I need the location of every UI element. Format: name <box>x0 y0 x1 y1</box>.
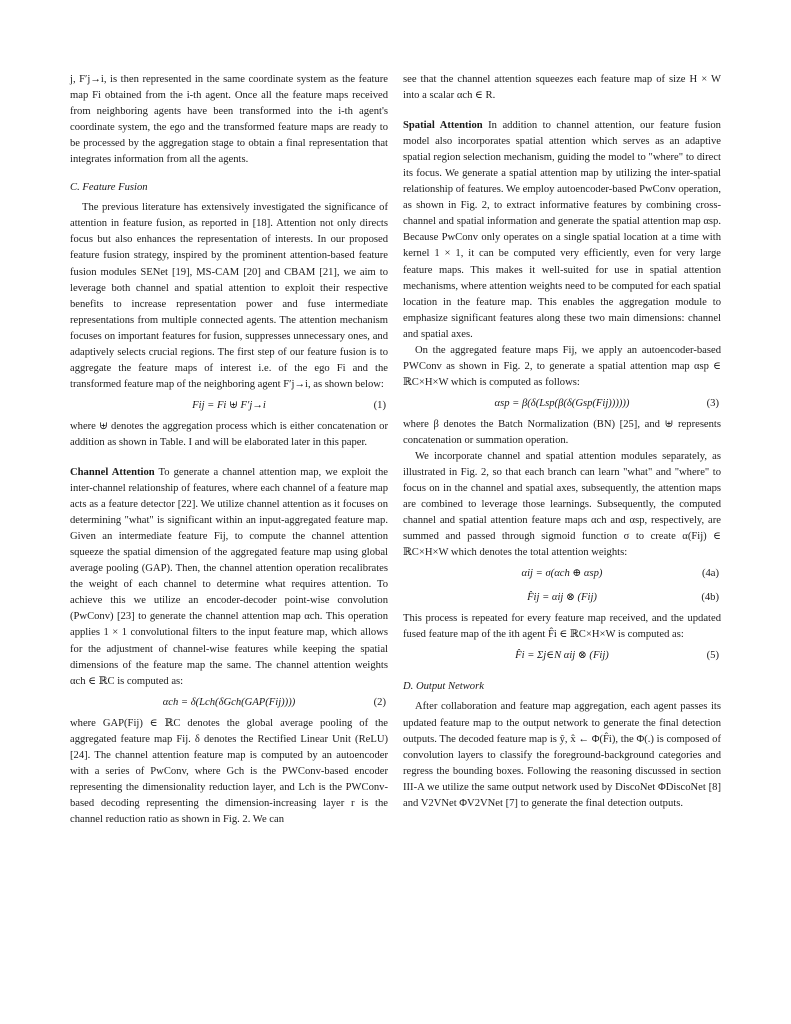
after-equation-2: where GAP(Fij) ∈ ℝC denotes the global average pooling of the aggregated feature map Fij. δ denotes the Rectified Linear Unit (ReLU) [24]. The channel attention feature map is computed by an autoencoder with a series of PwConv, where Gch is the PWConv-based encoder representing the dimensionality reduction layer, and Lch is the PWConv-based decoding representing the dimension-increasing layer r is the channel reduction ratio as shown in Fig. 2. We can <box>70 717 388 825</box>
spatial-attention-heading: Spatial Attention <box>403 120 483 132</box>
left-column <box>70 72 388 828</box>
continuation-paragraph: see that the channel attention squeezes each feature map of size H × W into a scalar αch ∈ R. <box>403 74 721 102</box>
equation-5-body: F̂i = Σj∈N αij ⊗ (Fij) <box>515 650 609 662</box>
equation-2 <box>70 692 388 714</box>
output-paragraph: After collaboration and feature map aggregation, each agent passes its updated feature map to the output network to generate the final detection outputs. The decoded feature map is ŷ, x̂ ← Φ(F̂i), the Φ(.) is composed of convolution layers to classify the foreground-background categories and regress the bounding boxes. Following the reasoning discussed in section III-A we utilize the same output network used by DiscoNet ΦDiscoNet [8] and V2VNet ΦV2VNet [7] to generate the final detection outputs. <box>403 701 721 809</box>
channel-attention-heading: Channel Attention <box>70 466 155 478</box>
spatial-attention-paragraph <box>403 118 721 343</box>
intro-paragraph: j, F′j→i, is then represented in the same coordinate system as the feature map Fi obtained from the i-th agent. Once all the feature maps received from neighboring agents have been transformed into the i-th agent's coordinate system, the ego and the transformed feature maps are ready to be processed by the aggregation stage to obtain a final representation that integrates information from all the agents. <box>70 74 388 166</box>
repeat-paragraph: This process is repeated for every feature map received, and the updated fused feature map of the ith agent F̂i ∈ ℝC×H×W is computed as: <box>403 613 721 641</box>
equation-4a-body: αij = σ(αch ⊕ αsp) <box>521 568 603 580</box>
equation-2-number: (2) <box>373 696 386 708</box>
section-c-title: C. Feature Fusion <box>70 182 148 194</box>
equation-4b <box>403 587 721 609</box>
incorporate-paragraph: We incorporate channel and spatial attention modules separately, as illustrated in Fig. 2, so that each branch can learn "what" and "where" to focus on in the channel and spatial axes, subsequently, the attention maps are combined to leverage those learnings. Subsequently, the computed channel and spatial attention feature maps αch and αsp, respectively, are summed and passed through sigmoid function σ to create α(Fij) ∈ ℝC×H×W which denotes the total attention weights: <box>403 450 721 559</box>
equation-3-body: αsp = β(δ(Lsp(β(δ(Gsp(Fij)))))) <box>494 397 630 409</box>
channel-attention-text: To generate a channel attention map, we exploit the inter-channel relationship of features, where each channel of a feature map acts as a feature detector [22]. We utilize channel attention as it focuses on determining "what" is significant within an input-aggregated feature map. Given an intermediate feature Fij, to compute the channel attention squeeze the spatial dimension of the aggregated feature map using global average pooling (GAP). Then, the channel attention operation recalibrates the weight of each channel to determine what requires attention. To achieve this we utilize an encoder-decoder point-wise convolution (PwConv) [23] to generate the channel attention map αch. This operation applies 1 × 1 convolutional filters to the input feature map, which allows for the adjustment of channel-wise features while keeping the spatial dimensions of the feature map the same. The channel attention weights αch ∈ ℝC is computed as: <box>70 466 388 687</box>
equation-4a-number: (4a) <box>701 568 719 580</box>
equation-4a <box>403 563 721 585</box>
after-equation-3: where β denotes the Batch Normalization (BN) [25], and ⊎ represents concatenation or summation operation. <box>403 418 721 446</box>
equation-5-number: (5) <box>706 650 719 662</box>
fusion-paragraph: The previous literature has extensively investigated the significance of attention in feature fusion, as reported in [18]. Attention not only directs focus but also enhances the representation of interests. In our proposed feature fusion strategy, inspired by the prominent attention-based feature fusion modules SENet [19], MS-CAM [20] and CBAM [21], we aim to leverage both channel and spatial attention to exploit their respective benefits to increase representation power and fuse intermediate representations from multiple connected agents. The attention mechanism focuses on important features for fusion, suppresses unnecessary ones, and adaptively selects crucial regions. The first step of our feature fusion is to aggregate the feature maps of interest i.e. of the ego Fi and the transformed feature map of the neighboring agent F′j→i, as shown below: <box>70 202 388 390</box>
after-equation-1: where ⊎ denotes the aggregation process which is either concatenation or addition as shown in Table. I and will be elaborated later in this paper. <box>70 420 388 448</box>
right-column <box>403 72 721 812</box>
equation-4b-number: (4b) <box>701 592 719 604</box>
equation-1 <box>70 395 388 417</box>
equation-3 <box>403 393 721 415</box>
equation-1-number: (1) <box>373 399 386 411</box>
equation-2-body: αch = δ(Lch(δGch(GAP(Fij)))) <box>162 696 296 708</box>
aggregated-paragraph: On the aggregated feature maps Fij, we apply an autoencoder-based PWConv as shown in Fig. 2, to generate a spatial attention map αsp ∈ ℝC×H×W which is computed as follows: <box>403 344 721 388</box>
channel-attention-paragraph <box>70 465 388 690</box>
section-d-title: D. Output Network <box>403 681 484 693</box>
spatial-attention-text: In addition to channel attention, our feature fusion model also incorporates spatial attention which serves as an adaptive spatial region selection mechanism, guiding the model to "where" to direct its focus. We generate a spatial attention map by utilizing the inter-spatial relationship of features. We employ autoencoder-based PwConv operation, as shown in Fig. 2, to extract informative features by combining cross-channel and spatial information and generate the spatial attention map αsp. Because PwConv only operates on a single spatial location at a time with kernel 1 × 1, it can be computed very efficiently, even for very large feature maps. This makes it well-suited for use in spatial attention mechanisms, where attention weights need to be computed for each spatial location in the feature map. This enables the aggregation module to emphasize significant features along these two main dimensions: channel and spatial axes. <box>403 120 721 340</box>
equation-4b-body: F̂ij = αij ⊗ (Fij) <box>527 592 597 604</box>
equation-5 <box>403 645 721 667</box>
equation-3-number: (3) <box>706 397 719 409</box>
equation-1-body: Fij = Fi ⊎ F′j→i <box>192 399 266 411</box>
